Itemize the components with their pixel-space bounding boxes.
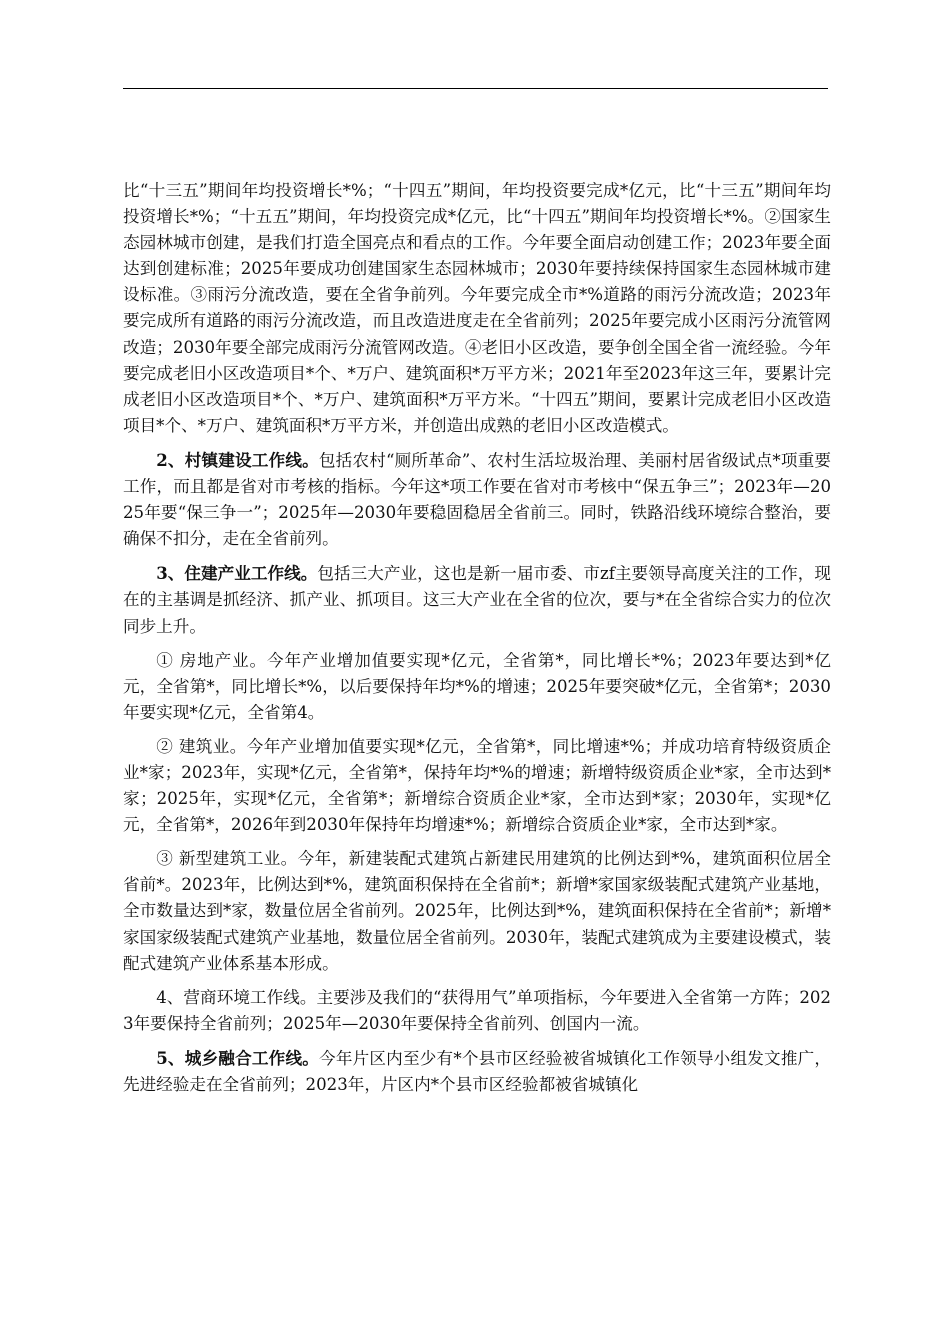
paragraph-text: ③ 新型建筑工业。今年，新建装配式建筑占新建民用建筑的比例达到*%，建筑面积位居全省前*。2023年，比例达到*%，建筑面积保持在全省前*；新增*家国家级装配式建筑产业基地，全市数量达到*家，数量位居全省前列。2025年，比例达到*%，建筑面积保持在全省前*；新增*家国家级装配式建筑产业基地，数量位居全省前列。2030年，装配式建筑成为主要建设模式，装配式建筑产业体系基本形成。 bbox=[123, 849, 831, 973]
paragraph-text: 4、营商环境工作线。主要涉及我们的“获得用气”单项指标，今年要进入全省第一方阵；2023年要保持全省前列；2025年—2030年要保持全省前列、创国内一流。 bbox=[123, 987, 831, 1033]
paragraph-text: 包括农村“厕所革命”、农村生活垃圾治理、美丽村居省级试点*项重要工作，而且都是省对市考核的指标。今年这*项工作要在省对市考核中“保五争三”；2023年—2025年要“保三争一”；2025年—2030年要稳固稳居全省前三。同时，铁路沿线环境综合整治，要确保不扣分，走在全省前列。 bbox=[123, 450, 831, 549]
document-body bbox=[123, 178, 831, 1106]
paragraph-text: ① 房地产业。今年产业增加值要实现*亿元，全省第*，同比增长*%；2023年要达到*亿元，全省第*，同比增长*%，以后要保持年均*%的增速；2025年要突破*亿元，全省第*；2030年要实现*亿元，全省第4。 bbox=[123, 650, 831, 722]
paragraph-urban-construction-cont bbox=[123, 178, 831, 439]
paragraph-text: 比“十三五”期间年均投资增长*%；“十四五”期间，年均投资要完成*亿元，比“十三五”期间年均投资增长*%；“十五五”期间，年均投资完成*亿元，比“十四五”期间年均投资增长*%。②国家生态园林城市创建，是我们打造全国亮点和看点的工作。今年要全面启动创建工作；2023年要全面达到创建标准；2025年要成功创建国家生态园林城市；2030年要持续保持国家生态园林城市建设标准。③雨污分流改造，要在全省争前列。今年要完成全市*%道路的雨污分流改造；2023年要完成所有道路的雨污分流改造，而且改造进度走在全省前列；2025年要完成小区雨污分流管网改造；2030年要全部完成雨污分流管网改造。④老旧小区改造，要争创全国全省一流经验。今年要完成老旧小区改造项目*个、*万户、建筑面积*万平方米；2021年至2023年这三年，要累计完成老旧小区改造项目*个、*万户、建筑面积*万平方米。“十四五”期间，要累计完成老旧小区改造项目*个、*万户、建筑面积*万平方米，并创造出成熟的老旧小区改造模式。 bbox=[123, 181, 831, 435]
paragraph-text: ② 建筑业。今年产业增加值要实现*亿元，全省第*，同比增速*%；并成功培育特级资质企业*家；2023年，实现*亿元，全省第*，保持年均*%的增速；新增特级资质企业*家，全市达到*家；2025年，实现*亿元，全省第*；新增综合资质企业*家，全市达到*家；2030年，实现*亿元，全省第*，2026年到2030年保持年均增速*%；新增综合资质企业*家，全市达到*家。 bbox=[123, 736, 831, 835]
section-heading: 5、城乡融合工作线。 bbox=[156, 1047, 320, 1068]
paragraph-text: 今年片区内至少有*个县市区经验被省城镇化工作领导小组发文推广，先进经验走在全省前列；2023年，片区内*个县市区经验都被省城镇化 bbox=[123, 1048, 831, 1094]
section-heading: 2、村镇建设工作线。 bbox=[156, 449, 319, 470]
paragraph-real-estate bbox=[123, 648, 831, 726]
header-rule bbox=[123, 88, 828, 89]
paragraph-business-environment bbox=[123, 985, 831, 1037]
paragraph-prefab-construction bbox=[123, 846, 831, 976]
paragraph-text: 包括三大产业，这也是新一届市委、市zf主要领导高度关注的工作，现在的主基调是抓经济、抓产业、抓项目。这三大产业在全省的位次，要与*在全省综合实力的位次同步上升。 bbox=[123, 564, 831, 636]
paragraph-building-industry bbox=[123, 734, 831, 838]
paragraph-construction-industry bbox=[123, 560, 831, 639]
paragraph-urban-rural-integration bbox=[123, 1045, 831, 1098]
paragraph-village-construction bbox=[123, 447, 831, 552]
section-heading: 3、住建产业工作线。 bbox=[156, 563, 318, 584]
